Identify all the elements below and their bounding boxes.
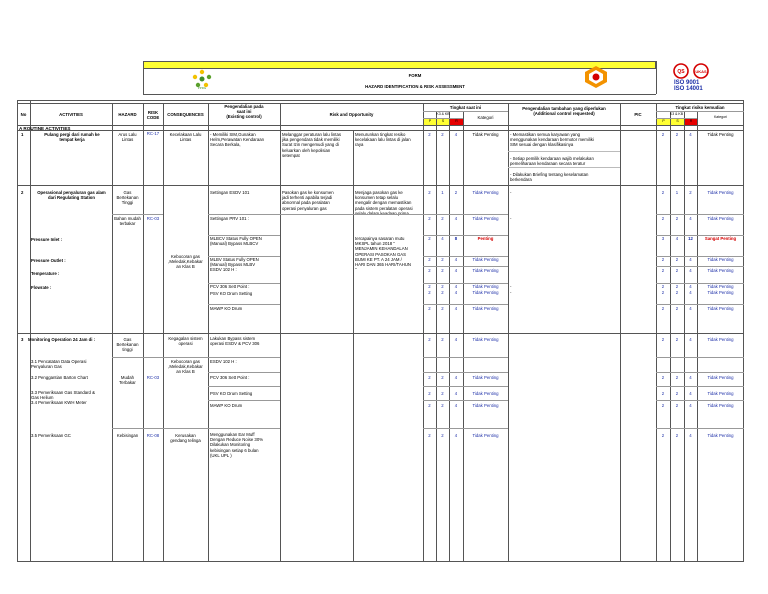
- col-residual-kategori: Kategori: [713, 115, 728, 119]
- row2-line-residual-s: 2: [675, 216, 679, 221]
- row2-line-r: 4: [454, 257, 458, 262]
- r-label: R: [455, 119, 458, 123]
- col-existing-control: Pengendalian pada saat ini (Existing control): [224, 104, 264, 120]
- row3-line-residual-kategori: Tidak Penting: [707, 337, 734, 342]
- row1-additional-3: - Dilakukan Briefing tentang keselamatan berkendara: [510, 172, 589, 183]
- row2-line-r: 8: [454, 236, 458, 241]
- row2-code-b: RC-03: [146, 216, 160, 221]
- row2-line-residual-p: 3: [661, 236, 665, 241]
- row2-line-residual-kategori: Tidak Penting: [707, 216, 734, 221]
- row1-residual-p: 2: [661, 132, 665, 137]
- col-risk-code: RISK CODE: [146, 110, 160, 121]
- row3-cons-b: Kebocoran gas ,Meledak,Kebakar an Klas B: [168, 359, 203, 375]
- row2-line-residual-s: 2: [675, 284, 679, 289]
- row2-line-residual-kategori: Tidak Penting: [707, 284, 734, 289]
- col-no: No: [20, 112, 27, 117]
- row3-line-r: 4: [454, 403, 458, 408]
- row2-line-p: 2: [428, 306, 431, 311]
- row2-line-residual-p: 2: [661, 306, 665, 311]
- row3-code-b: RC-03: [146, 375, 160, 380]
- row3-line-s: 2: [441, 433, 444, 438]
- table-border: [17, 100, 744, 562]
- row2-line-p: 2: [428, 216, 431, 221]
- row1-residual-s: 2: [675, 132, 679, 137]
- row2-control-1: Settingan ESDV 101: [210, 190, 250, 195]
- svg-text:UKAS: UKAS: [695, 69, 707, 74]
- row3-control-6: Menggunakan Ear Muff Dengan Reduce Noise 30% Dilakukan Monitoring kebisingan setiap 6 bulan (UKL UPL ): [210, 432, 264, 458]
- row3-line-s: 2: [441, 337, 444, 342]
- row3-line-r: 4: [454, 375, 458, 380]
- col-residual-sub: K3 & KB: [669, 112, 684, 116]
- row2-line-kategori: Tidak Penting: [472, 290, 499, 295]
- form-label: FORM: [408, 73, 422, 78]
- row2-line-residual-r: 4: [689, 216, 692, 221]
- row3-line-residual-kategori: Tidak Penting: [707, 403, 734, 408]
- row2-control-8: MAWP KO Drum: [210, 306, 243, 311]
- row3-line-residual-r: 4: [689, 391, 692, 396]
- row2-line-r: 2: [454, 190, 458, 195]
- row3-control-1: Lakukan Bypass sistem operasi ESDV & PCV 306: [210, 336, 260, 347]
- row2-line-p: 2: [428, 190, 431, 195]
- row2-line-p: 2: [428, 236, 431, 241]
- col-risk-level-sub: K3 & KB: [436, 112, 450, 116]
- row2-no: 2: [21, 190, 24, 195]
- row2-line-residual-s: 4: [675, 236, 679, 241]
- row1-p: 2: [428, 132, 431, 137]
- row1-r: 4: [454, 132, 458, 137]
- row3-cons-c: Kerusakan gendang telinga: [170, 433, 201, 444]
- row3-line-residual-s: 2: [675, 375, 679, 380]
- logo-caption: PPRG: [197, 86, 207, 90]
- row3-hazard-b: Mudah Terbakar: [119, 375, 136, 386]
- row1-additional-1: - Memastikan semua karyawan yang menggunakan kendaraan bermotor memiliki SIM sesuai dengan klasifikasinya: [510, 132, 594, 148]
- row2-line-s: 4: [441, 236, 444, 241]
- svg-text:QS: QS: [677, 69, 685, 75]
- row3-line-p: 2: [428, 403, 431, 408]
- row2-line-s: 2: [441, 268, 444, 273]
- row1-no: 1: [21, 132, 24, 137]
- col-kategori: Kategori: [477, 115, 494, 120]
- row2-line-residual-kategori: Tidak Penting: [707, 306, 734, 311]
- row3-sub-3: 3.3 Pemeriksaan Gas Standard & Gas Helium 3.4 Pemeriksaan KWH Meter: [31, 390, 96, 406]
- row3-line-residual-s: 2: [675, 433, 679, 438]
- row1-residual-r: 4: [689, 132, 692, 137]
- row2-control-6: PCV 306 Sett Point :: [210, 284, 250, 289]
- row2-line-r: 4: [454, 268, 458, 273]
- row3-line-r: 4: [454, 337, 458, 342]
- row3-line-p: 2: [428, 337, 431, 342]
- col-additional-control: Pengendalian tambahan yang diperlukan (Additional control requested): [522, 106, 606, 117]
- row1-kategori: Tidak Penting: [472, 132, 499, 137]
- row3-line-kategori: Tidak Penting: [472, 375, 499, 380]
- row3-line-p: 2: [428, 433, 431, 438]
- row3-line-kategori: Tidak Penting: [472, 433, 499, 438]
- col-risk-level: Tingkat saat ini: [449, 105, 482, 110]
- row2-activity: Operasional penyaluran gas alam dari Regulating Station: [37, 190, 106, 201]
- row3-control-2: ESDV 102 H :: [210, 359, 237, 364]
- row2-line-residual-kategori: Sangat Penting: [704, 236, 737, 241]
- certification-stamp-icon: [674, 64, 708, 78]
- row3-sub-5: 3.5 Pemeriksaan GC: [31, 433, 71, 438]
- row3-no: 3: [21, 337, 24, 342]
- row2-line-s: 1: [441, 190, 444, 195]
- row3-code-c: RC-08: [146, 433, 160, 438]
- page-title: HAZARD IDENTIFICATION & RISK ASSESSMENT: [365, 84, 465, 89]
- row2-line-residual-p: 2: [661, 257, 665, 262]
- row2-line-kategori: Tidak Penting: [472, 190, 499, 195]
- col-pic: PIC: [634, 112, 642, 117]
- col-residual-level: Tingkat risiko kemudian: [675, 105, 725, 110]
- brand-logo: [583, 65, 609, 89]
- row2-line-residual-p: 2: [661, 284, 665, 289]
- row2-opportunity-1: Menjaga pasokan gas ke konsumen tetap selalu mengalir dengan memastikan pada sistem peralatan operasi selalu dalam keadaan prima: [355, 190, 413, 216]
- row2-line-r: 4: [454, 216, 458, 221]
- row2-line-s: 2: [441, 284, 444, 289]
- col-hazard: HAZARD: [118, 112, 137, 117]
- residual-p-label: P: [662, 119, 665, 123]
- row2-hazard-a: Gas Bertekanan Tinggi: [116, 190, 139, 206]
- row2-line-kategori: Tidak Penting: [472, 268, 499, 273]
- row2-line-residual-s: 2: [675, 268, 679, 273]
- row3-cons-a: Kegagalan sistem operasi: [168, 336, 203, 347]
- row2-line-dash: -: [510, 216, 512, 221]
- row2-line-residual-s: 2: [675, 257, 679, 262]
- row3-line-residual-p: 2: [661, 375, 665, 380]
- row2-line-residual-r: 4: [689, 284, 692, 289]
- row3-activity: Monitoring Operation 24 Jam di :: [28, 337, 96, 342]
- row3-line-kategori: Tidak Penting: [472, 391, 499, 396]
- row2-line-kategori: Tidak Penting: [472, 306, 499, 311]
- col-risk-opportunity: Risk and Opportunity: [329, 112, 374, 117]
- section-routine: A ROUTINE ACTIVITIES: [19, 125, 71, 131]
- row3-line-p: 2: [428, 375, 431, 380]
- p-label: P: [428, 119, 432, 123]
- row2-control-2: Settingan PRV 101 :: [210, 216, 249, 221]
- row3-hazard-a: Gas Bertekanan tinggi: [116, 337, 139, 353]
- row2-line-residual-kategori: Tidak Penting: [707, 290, 734, 295]
- row1-risk: Melanggar peraturan lalu lintas jika pengendara tidak memiliki Surat Izin mengemudi yang di keluarkan oleh kepolisian setempat: [282, 132, 341, 158]
- row3-line-residual-r: 4: [689, 375, 692, 380]
- row2-pressure-outlet: Pressure Outlet :: [31, 258, 66, 263]
- row1-hazard: Arus Lalu Lintas: [118, 132, 137, 143]
- col-activities: ACTIVITIES: [59, 112, 83, 117]
- row2-risk: Pasokan gas ke konsumen jadi terhenti apabila terjadi abnormal pada peralatan operasi penyaluran gas: [282, 190, 334, 211]
- row2-line-p: 2: [428, 290, 431, 295]
- row1-additional-2: - Setiap pemilik kendaraan wajib melakukan pemeliharaan kendaraan secara teratur: [510, 156, 594, 167]
- row2-flowrate: Flowrate :: [31, 285, 52, 290]
- row2-line-residual-kategori: Tidak Penting: [707, 268, 734, 273]
- row3-line-residual-r: 4: [689, 433, 692, 438]
- row3-line-kategori: Tidak Penting: [472, 403, 499, 408]
- row2-line-dash: -: [510, 284, 512, 289]
- row2-line-dash: -: [510, 190, 512, 195]
- row2-control-7: PSV KO Drum Setting: [210, 291, 253, 296]
- row2-line-r: 4: [454, 284, 458, 289]
- row3-line-s: 2: [441, 403, 444, 408]
- row3-line-r: 4: [454, 433, 458, 438]
- row2-line-dash: -: [510, 290, 512, 295]
- row2-temperature: Temperature :: [31, 271, 60, 276]
- row2-line-s: 2: [441, 290, 444, 295]
- col-consequences: CONSEQUENCES: [167, 112, 204, 117]
- row3-control-5: MAWP KO Drum: [210, 403, 243, 408]
- row3-sub-2: 3.2 Penggantian Barton Chart: [31, 375, 88, 380]
- row2-line-residual-p: 2: [661, 268, 665, 273]
- row2-line-p: 2: [428, 284, 431, 289]
- row2-line-residual-r: 4: [689, 290, 692, 295]
- row2-line-kategori: Tidak Penting: [472, 284, 499, 289]
- row2-line-kategori: Penting: [477, 236, 494, 241]
- residual-s-label: S: [676, 119, 679, 123]
- row2-line-residual-p: 2: [661, 216, 665, 221]
- row2-line-kategori: Tidak Penting: [472, 216, 499, 221]
- row2-line-residual-r: 12: [688, 236, 693, 241]
- row3-control-3: PCV 306 Sett Point :: [210, 375, 250, 380]
- row2-line-residual-kategori: Tidak Penting: [707, 257, 734, 262]
- row3-line-residual-s: 2: [675, 391, 679, 396]
- row3-line-residual-s: 2: [675, 337, 679, 342]
- row2-line-residual-s: 2: [675, 306, 679, 311]
- row2-line-s: 2: [441, 216, 444, 221]
- s-label: S: [441, 119, 445, 123]
- row1-code: RC-17: [146, 131, 160, 136]
- row1-opportunity: Menurunkan tingkat resiko kecelakaan lalu lintas di jalan raya: [355, 132, 411, 148]
- row2-line-s: 2: [441, 306, 444, 311]
- iso-14001: ISO 14001: [674, 86, 703, 92]
- row2-line-residual-s: 2: [675, 290, 679, 295]
- row3-line-residual-p: 2: [661, 433, 665, 438]
- row3-hazard-c: Kebisingan: [116, 433, 139, 438]
- row3-sub-1: 3.1 Pencatatan Data Operasi Penyaluran Gas: [31, 359, 87, 370]
- row2-control-5: ESDV 102 H :: [210, 267, 237, 272]
- row3-line-residual-r: 4: [689, 403, 692, 408]
- row2-pressure-inlet: Pressure Inlet :: [31, 237, 63, 242]
- row3-line-residual-p: 2: [661, 403, 665, 408]
- row3-line-s: 2: [441, 375, 444, 380]
- residual-r-label: R: [689, 119, 693, 123]
- row2-line-r: 4: [454, 306, 458, 311]
- row2-line-residual-p: 2: [661, 190, 665, 195]
- row2-hazard-b: Bahan mudah terbakar: [114, 216, 141, 227]
- row2-line-residual-r: 4: [689, 268, 692, 273]
- row2-line-s: 2: [441, 257, 444, 262]
- row1-consequence: Kecelakaan Lalu Lintas: [169, 132, 202, 143]
- row1-residual-kategori: Tidak Penting: [707, 132, 734, 137]
- row3-line-p: 2: [428, 391, 431, 396]
- row3-line-r: 4: [454, 391, 458, 396]
- row2-control-3: MLBCV Status Fully OPEN (Manual) Bypass MLBCV: [210, 236, 262, 247]
- row2-line-residual-s: 1: [675, 190, 679, 195]
- row3-line-residual-kategori: Tidak Penting: [707, 433, 734, 438]
- row2-line-residual-r: 4: [689, 306, 692, 311]
- row3-line-residual-p: 2: [661, 391, 665, 396]
- row3-line-residual-kategori: Tidak Penting: [707, 375, 734, 380]
- row2-control-4: MLBV Status Fully OPEN (Manual) Bypass MLBV: [210, 257, 259, 268]
- header-yellow-band: [143, 61, 656, 69]
- row1-control: - Memiliki SIM,Gunakan Helm,Perawatan Kendaraan Secara Berkala,: [210, 132, 264, 148]
- row3-line-residual-p: 2: [661, 337, 665, 342]
- row2-consequence: Kebocoran gas ,Meledak,Kebakar an Klas B: [168, 254, 203, 270]
- row3-control-4: PSV KO Drum Setting: [210, 391, 253, 396]
- row1-activity: Pulang pergi dari rumah ke tempat kerja: [44, 132, 100, 143]
- row3-line-residual-s: 2: [675, 403, 679, 408]
- row2-opportunity-2: tercapainya sasaran mutu MKSPL tahun 2018 " MENJAMIN KEHANDALAN OPERASI PASOKAN GAS BUMI KE PT. A 24 JAM / HARI DAN 365 HARI/TAHUN ": [355, 236, 412, 273]
- row2-line-p: 2: [428, 257, 431, 262]
- row2-line-residual-p: 2: [661, 290, 665, 295]
- brand-emblem-icon: [585, 66, 607, 88]
- row3-line-residual-r: 4: [689, 337, 692, 342]
- row2-line-p: 2: [428, 268, 431, 273]
- row1-s: 2: [441, 132, 444, 137]
- row2-line-r: 4: [454, 290, 458, 295]
- row3-line-residual-kategori: Tidak Penting: [707, 391, 734, 396]
- row2-line-residual-kategori: Tidak Penting: [707, 190, 734, 195]
- iso-9001: ISO 9001: [674, 80, 700, 86]
- row3-line-kategori: Tidak Penting: [472, 337, 499, 342]
- row3-line-s: 2: [441, 391, 444, 396]
- row2-line-kategori: Tidak Penting: [472, 257, 499, 262]
- flower-logo-icon: [193, 70, 211, 87]
- row2-line-residual-r: 2: [689, 190, 692, 195]
- row2-line-residual-r: 4: [689, 257, 692, 262]
